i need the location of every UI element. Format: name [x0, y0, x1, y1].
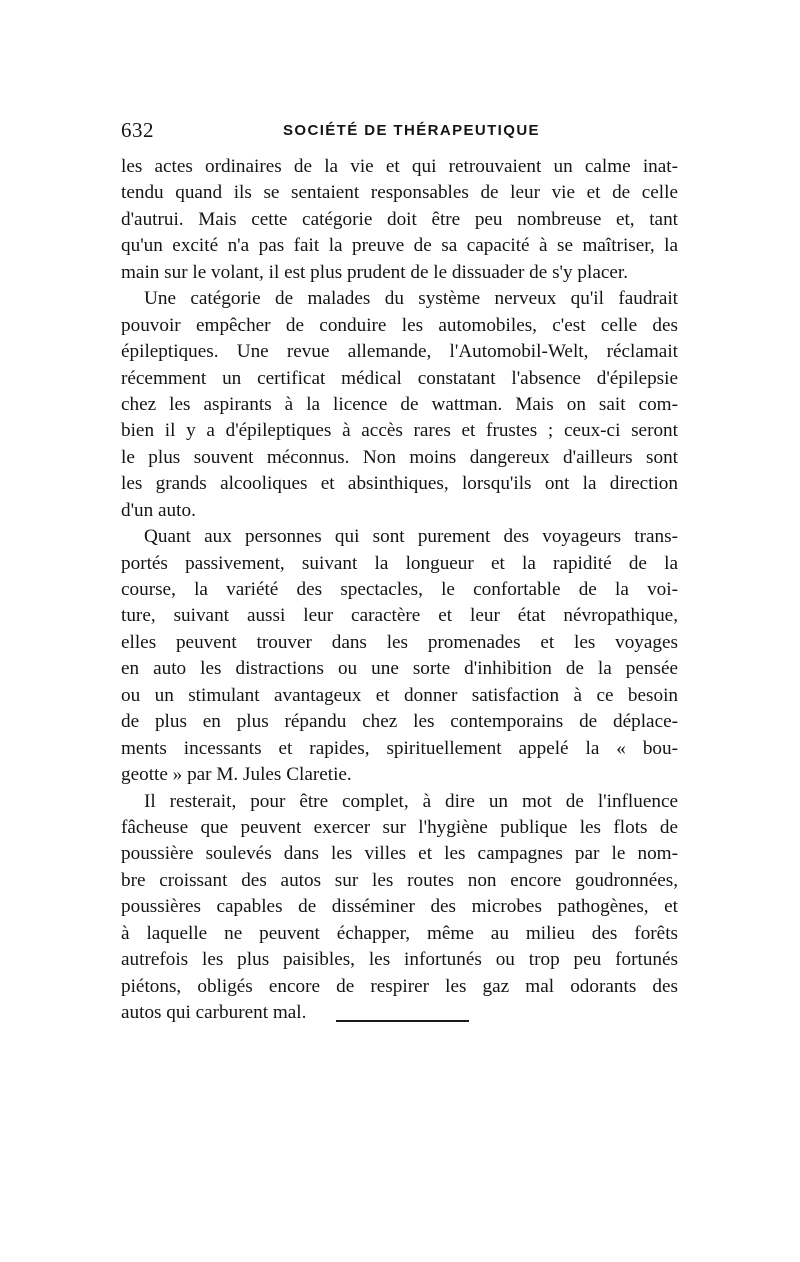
text-line: Il resterait, pour être complet, à dire un mot de l'influence: [144, 790, 678, 812]
text-line: les actes ordinaires de la vie et qui retrouvaient un calme inat-: [121, 156, 678, 177]
text-line: d'autrui. Mais cette catégorie doit être peu nombreuse et, tant: [121, 208, 678, 230]
text-line: course, la variété des spectacles, le confortable de la voi-: [121, 579, 678, 600]
text-line: main sur le volant, il est plus prudent de le dissuader de s'y placer.: [121, 261, 629, 283]
page-number: 632: [121, 118, 154, 142]
text-line: de plus en plus répandu chez les contemporains de déplace-: [121, 711, 678, 733]
text-line: récemment un certificat médical constatant l'absence d'épilepsie: [121, 367, 678, 389]
text-line: geotte » par M. Jules Claretie.: [121, 764, 352, 786]
text-line: le plus souvent méconnus. Non moins dangereux d'ailleurs sont: [121, 446, 678, 468]
text-line: pouvoir empêcher de conduire les automobiles, c'est celle des: [121, 314, 678, 336]
text-line: poussière soulevés dans les villes et les campagnes par le nom-: [121, 843, 678, 865]
text-line: chez les aspirants à la licence de wattman. Mais on sait com-: [121, 393, 678, 415]
text-line: bre croissant des autos sur les routes non encore goudronnées,: [121, 869, 678, 891]
text-line: Une catégorie de malades du système nerveux qu'il faudrait: [144, 288, 678, 310]
text-line: piétons, obligés encore de respirer les gaz mal odorants des: [121, 975, 678, 997]
text-line: elles peuvent trouver dans les promenades et les voyages: [121, 631, 678, 653]
text-line: bien il y a d'épileptiques à accès rares et frustes ; ceux-ci seront: [121, 420, 678, 442]
text-line: qu'un excité n'a pas fait la preuve de sa capacité à se maîtriser, la: [121, 235, 678, 257]
text-line: autrefois les plus paisibles, les infortunés ou trop peu fortunés: [121, 949, 678, 971]
text-line: ments incessants et rapides, spirituellement appelé la « bou-: [121, 737, 678, 759]
text-line: ture, suivant aussi leur caractère et leur état névropathique,: [121, 605, 678, 627]
text-line: les grands alcooliques et absinthiques, lorsqu'ils ont la direction: [121, 473, 678, 495]
text-line: tendu quand ils se sentaient responsables de leur vie et de celle: [121, 182, 678, 204]
running-head: SOCIÉTÉ DE THÉRAPEUTIQUE: [283, 122, 540, 139]
text-line: épileptiques. Une revue allemande, l'Automobil-Welt, réclamait: [121, 341, 678, 363]
text-line: d'un auto.: [121, 499, 196, 521]
text-line: portés passivement, suivant la longueur et la rapidité de la: [121, 552, 678, 574]
end-rule: [336, 1020, 469, 1022]
text-line: en auto les distractions ou une sorte d'inhibition de la pensée: [121, 658, 678, 680]
text-line: Quant aux personnes qui sont purement des voyageurs trans-: [144, 526, 678, 548]
text-line: ou un stimulant avantageux et donner satisfaction à ce besoin: [121, 684, 678, 706]
text-line: fâcheuse que peuvent exercer sur l'hygiène publique les flots de: [121, 816, 678, 838]
text-line: poussières capables de disséminer des microbes pathogènes, et: [121, 896, 678, 918]
text-line: à laquelle ne peuvent échapper, même au milieu des forêts: [121, 922, 678, 944]
text-line: autos qui carburent mal.: [121, 1002, 307, 1023]
body-text: [121, 154, 678, 1026]
page-header: [121, 118, 681, 148]
